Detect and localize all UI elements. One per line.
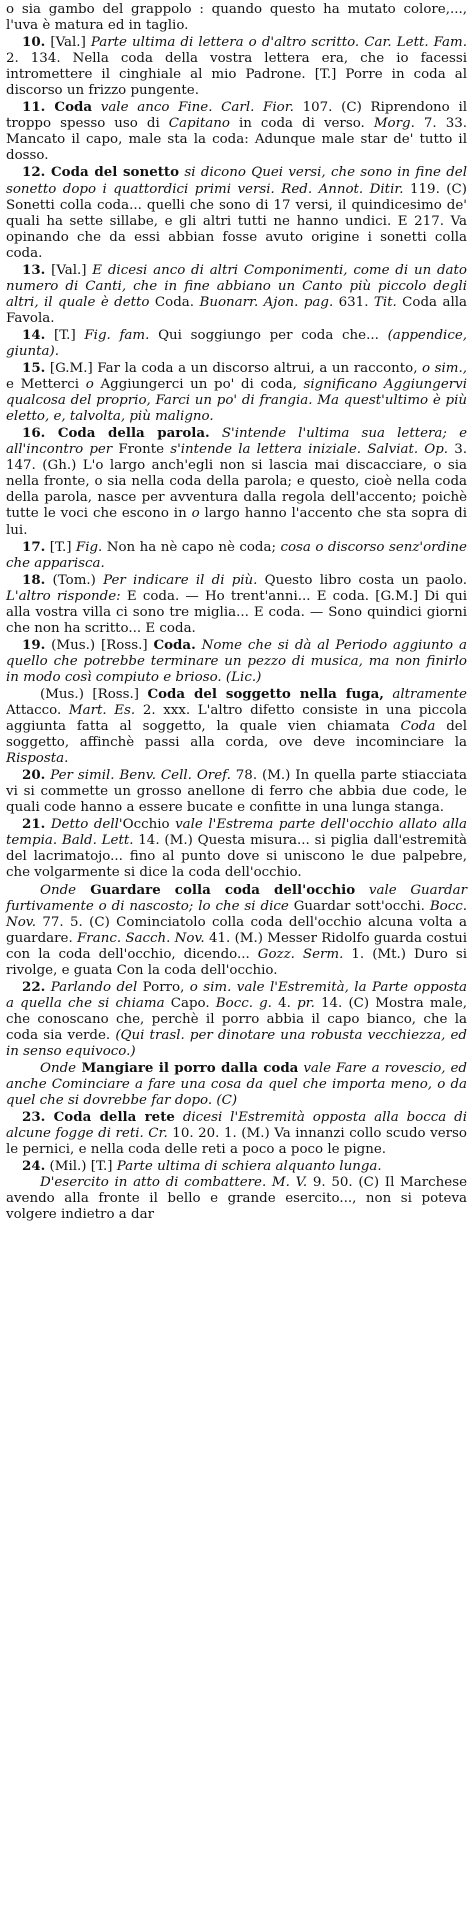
entry-text: in coda di verso. xyxy=(229,116,374,132)
italic-text: Onde xyxy=(40,1061,77,1077)
entry-text: (Mil.) [T.] xyxy=(45,1159,117,1175)
entry-24-sub xyxy=(6,1175,467,1223)
entry-text: Porro, xyxy=(137,979,190,995)
entry-headword: 15. xyxy=(22,360,46,377)
entry-11 xyxy=(6,99,467,164)
entry-text: [T.] xyxy=(45,539,76,555)
entry-14 xyxy=(6,327,467,360)
entry-text: 78. (M.) In quella parte stiacciata vi si commette un grosso anellone di ferro che abbia due code, le quali code hanno a essere bucate e confitte in una lunga stanga. xyxy=(6,768,467,816)
entry-text: Aggiungerci un po' di coda, xyxy=(93,377,304,393)
entry-headword: 24. xyxy=(22,1158,46,1175)
entry-headword: 19. xyxy=(22,636,46,653)
italic-text: o sim. vale l'Estremità, la Parte opposta a quella che si chiama xyxy=(6,979,467,1011)
italic-text: Gozz. Serm. xyxy=(257,946,344,962)
entry-22-sub xyxy=(6,1060,467,1109)
entry-22 xyxy=(6,979,467,1060)
entry-text: 2. xxx. L'altro difetto consiste in una piccola aggiunta fatta al soggetto, la quale vien chiamata xyxy=(6,703,467,735)
entry-headword: 16. Coda della parola. xyxy=(22,425,210,442)
entry-text: o sia gambo del grappolo : quando questo ha mutato colore,..., l'uva è matura ed in taglio. xyxy=(6,2,467,34)
entry-text: 3. 147. (Gh.) L'o largo anch'egli non si lascia mai discacciare, o sia nella fronte, o sia nella coda della parola; e questo, cioè nella coda della parola, nasce per avventura dalla regola dell'accento; poichè tutte le voci che escono in xyxy=(6,442,467,522)
italic-text: vale Guardar furtivamente o di nascosto; lo che si dice xyxy=(6,882,467,914)
entry-text: Fronte xyxy=(112,442,171,458)
italic-text: L'altro risponde: xyxy=(6,588,121,604)
italic-text: cosa o discorso senz'ordine che apparisca. xyxy=(6,539,467,571)
italic-text: (appendice, giunta). xyxy=(6,327,467,359)
entry-text: (Tom.) xyxy=(45,572,104,588)
entry-19 xyxy=(6,637,467,686)
entry-text: 1. (Mt.) Duro si rivolge, e guata Con la coda dell'occhio. xyxy=(6,946,468,978)
entry-text: Guardar sott'occhi. xyxy=(288,898,430,914)
italic-text: Per simil. Benv. Cell. Oref. xyxy=(45,768,231,784)
entry-text: del soggetto, affinchè passi alla corda, ove deve incominciare la xyxy=(6,719,467,751)
entry-16 xyxy=(6,425,467,538)
entry-text: 4. xyxy=(271,995,298,1011)
italic-text: Morg. xyxy=(373,116,415,132)
entry-continuation xyxy=(6,2,467,34)
italic-text: significano Aggiungervi qualcosa del proprio, Farci un po' di frangia. Ma quest'ultimo è più eletto, e, talvolta, più maligno. xyxy=(6,377,467,425)
entry-headword: 18. xyxy=(22,571,46,588)
entry-23 xyxy=(6,1109,467,1158)
italic-text: Onde xyxy=(40,882,77,898)
entry-text: largo hanno l'accento che sta sopra di lui. xyxy=(6,506,467,538)
italic-text: Bocc. Nov. xyxy=(6,898,467,930)
entry-headword: 13. xyxy=(22,261,46,278)
entry-text: Coda. xyxy=(149,294,200,310)
italic-text: Parte ultima di schiera alquanto lunga. xyxy=(116,1159,382,1175)
entry-text: 119. (C) Sonetti colla coda... quelli che sono di 17 versi, il quindicesimo de' quali ha sette sillabe, e gli altri tutti ne hanno undici. E 217. Va opinando che da essi abbian fosse avuto origine i sonetti colla coda. xyxy=(6,181,468,261)
entry-headword: 20. xyxy=(22,767,46,784)
entry-headword: 17. xyxy=(22,538,46,555)
italic-text: E dicesi anco di altri Componimenti, come di un dato numero di Canti, che in fine abbiano un Canto più piccolo degli altri, il quale è detto xyxy=(6,262,467,310)
entry-text: (Mus.) [Ross.] xyxy=(40,686,148,702)
italic-text: Mart. Es. xyxy=(68,703,136,719)
italic-text: si dicono Quei versi, che sono in fine del sonetto dopo i quattordici primi versi. Red. Annot. Ditir. xyxy=(6,165,467,197)
entry-text: 7. 33. Mancato il capo, male sta la coda: Adunque male star de' tutto il dosso. xyxy=(6,116,467,164)
italic-text: Parlando del xyxy=(45,979,138,995)
entry-text: 14. (C) Mostra male, che conoscano che, perchè il porro abbia il capo bianco, che la coda sia verde. xyxy=(6,995,468,1043)
entry-text: E coda. — Ho trent'anni... E coda. [G.M.] Di qui alla vostra villa ci sono tre miglia... E coda. — Sono quindici giorni che non ha scritto... E coda. xyxy=(6,588,467,636)
entry-headword: 11. Coda xyxy=(22,99,93,116)
entry-text: Non ha nè capo nè coda; xyxy=(102,539,281,555)
italic-text: Coda xyxy=(400,719,436,735)
entry-text: 10. 20. 1. (M.) Va innanzi collo scudo verso le pernici, e nella coda delle reti a poco a poco le pigne. xyxy=(6,1126,467,1158)
entry-15 xyxy=(6,360,467,425)
italic-text: Franc. Sacch. Nov. xyxy=(77,930,205,946)
entry-text: 9. 50. (C) Il Marchese avendo alla fronte il bello e grande esercito..., non si poteva volgere indietro a dar xyxy=(6,1175,468,1223)
italic-text: Capitano xyxy=(168,116,230,132)
entry-text: 77. 5. (C) Cominciatolo colla coda dell'occhio alcuna volta a guardare. xyxy=(6,914,467,946)
entry-17 xyxy=(6,539,467,572)
entry-text: 107. (C) Riprendono il troppo spesso uso di xyxy=(6,100,468,132)
entry-headword: Guardare colla coda dell'occhio xyxy=(76,881,356,898)
entry-19-sub xyxy=(6,686,467,767)
italic-text: o xyxy=(85,377,94,393)
italic-text: s'intende la lettera iniziale. Salviat. Op. xyxy=(170,442,449,458)
italic-text: Risposta. xyxy=(6,751,69,767)
italic-text: vale Fare a rovescio, ed anche Cominciare a fare una cosa da quel che importa meno, o da quel che si dovrebbe far dopo. (C) xyxy=(6,1061,467,1109)
entry-text: (Mus.) [Ross.] xyxy=(45,637,154,653)
entry-text: Questo libro costa un paolo. xyxy=(257,572,467,588)
entry-headword: 14. xyxy=(22,326,46,343)
entry-21-sub xyxy=(6,882,467,979)
italic-text: D'esercito in atto di combattere. M. V. xyxy=(40,1175,308,1191)
entry-headword: 21. xyxy=(22,816,46,833)
entry-text: e Metterci xyxy=(6,377,86,393)
entry-21 xyxy=(6,816,467,881)
italic-text: o sim., xyxy=(422,361,467,377)
italic-text: o xyxy=(191,506,200,522)
italic-text: (Qui trasl. per dinotare una robusta vecchiezza, ed in senso equivoco.) xyxy=(6,1027,467,1059)
italic-text: Per indicare il di più. xyxy=(103,572,258,588)
entry-12 xyxy=(6,164,467,261)
italic-text: vale anco Fine. Carl. Fior. xyxy=(92,100,294,116)
italic-text: Parte ultima di lettera o d'altro scritto. Car. Lett. Fam. xyxy=(90,35,467,51)
entry-text: Attacco. xyxy=(6,703,69,719)
entry-text: Occhio xyxy=(122,817,176,833)
entry-text: [T.] xyxy=(45,327,85,343)
entry-text: 2. 134. Nella coda della vostra lettera era, che io facessi intromettere il cinghiale al mio Padrone. [T.] Porre in coda al discorso un frizzo pungente. xyxy=(6,51,467,99)
entry-text: 41. (M.) Messer Ridolfo guarda costui con la coda dell'occhio, dicendo... xyxy=(6,930,467,962)
italic-text: Tit. xyxy=(373,294,397,310)
italic-text: pr. xyxy=(297,995,315,1011)
entry-20 xyxy=(6,767,467,816)
italic-text: Detto dell' xyxy=(45,817,123,833)
italic-text: Fig. xyxy=(75,539,103,555)
italic-text: Nome che si dà al Periodo aggiunto a quello che potrebbe terminare un pezzo di musica, ma non finirlo in modo così compiuto e brioso. (Lic.) xyxy=(6,637,467,685)
italic-text: Bocc. g. xyxy=(215,995,272,1011)
italic-text: vale l'Estrema parte dell'occhio allato alla tempia. Bald. Lett. xyxy=(6,817,468,849)
entry-headword: Coda del soggetto nella fuga, xyxy=(147,685,384,702)
italic-text: S'intende l'ultima sua lettera; e all'incontro per xyxy=(6,426,467,458)
entry-headword: 22. xyxy=(22,978,46,995)
entry-text: [Val.] xyxy=(45,262,93,278)
italic-text: Fig. fam. xyxy=(84,327,150,343)
entry-text: Qui soggiungo per coda che... xyxy=(149,327,388,343)
entry-18 xyxy=(6,572,467,637)
entry-text: 631. xyxy=(333,294,374,310)
entry-headword: 23. Coda della rete xyxy=(22,1109,175,1126)
entry-text: [G.M.] Far la coda a un discorso altrui, a un racconto, xyxy=(45,361,423,377)
italic-text: Buonarr. Ajon. pag. xyxy=(199,294,334,310)
entry-headword: Mangiare il porro dalla coda xyxy=(76,1060,299,1077)
entry-text: Capo. xyxy=(164,995,216,1011)
italic-text: dicesi l'Estremità opposta alla bocca di alcune fogge di reti. Cr. xyxy=(6,1110,467,1142)
entry-headword: 10. xyxy=(22,34,46,51)
entry-text: [Val.] xyxy=(45,35,91,51)
entry-text: Coda alla Favola. xyxy=(6,294,467,326)
entry-10 xyxy=(6,34,467,99)
entry-headword: Coda. xyxy=(153,636,196,653)
entry-13 xyxy=(6,262,467,327)
entry-text: 14. (M.) Questa misura... si piglia dall'estremità del lacrimatojo... fino al punto dove si uniscono le due palpebre, che volgarmente si dice la coda dell'occhio. xyxy=(6,833,467,881)
entry-24 xyxy=(6,1158,467,1175)
entry-headword: 12. Coda del sonetto xyxy=(22,164,180,181)
italic-text: altramente xyxy=(383,686,467,702)
